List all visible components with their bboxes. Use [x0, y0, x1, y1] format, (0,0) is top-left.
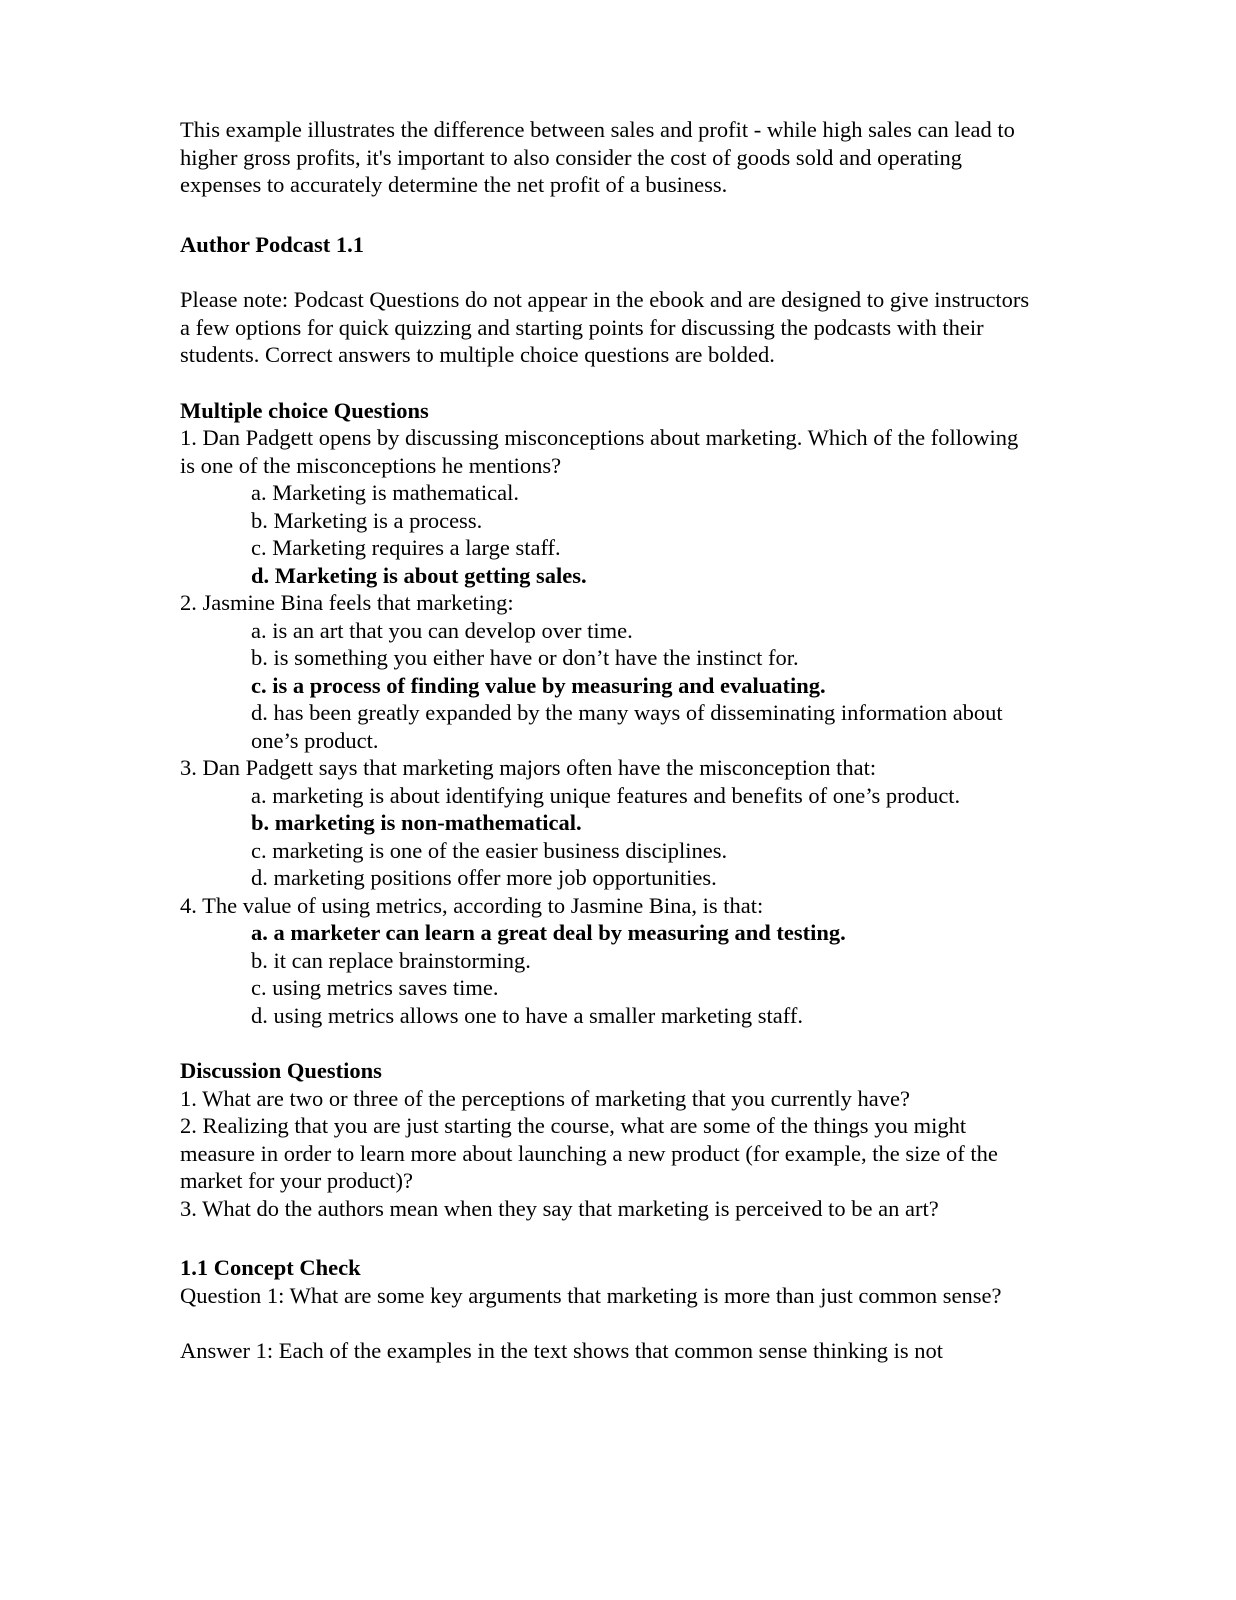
multiple-choice-heading: Multiple choice Questions: [180, 397, 429, 423]
mc-option: a. Marketing is mathematical.: [251, 480, 520, 505]
spacer: [180, 1309, 1030, 1337]
mc-question: [180, 754, 1030, 892]
mc-option: d. using metrics allows one to have a smaller marketing staff.: [251, 1002, 803, 1028]
mc-option-correct: b. marketing is non-mathematical.: [251, 810, 582, 835]
spacer: [180, 258, 1030, 286]
concept-check-question: Question 1: What are some key arguments that marketing is more than just common sense?: [180, 1282, 1002, 1308]
mc-option: c. Marketing requires a large staff.: [251, 535, 561, 560]
discussion-question: 2. Realizing that you are just starting the course, what are some of the things you might measure in order to learn more about launching a new product (for example, the size of the market for your product)?: [180, 1113, 998, 1193]
discussion-question: 1. What are two or three of the perceptions of marketing that you currently have?: [180, 1085, 910, 1111]
mc-option: c. using metrics saves time.: [251, 975, 499, 1000]
mc-option: d. marketing positions offer more job opportunities.: [251, 865, 717, 890]
mc-option: b. Marketing is a process.: [251, 507, 483, 533]
mc-option-correct: d. Marketing is about getting sales.: [251, 562, 587, 588]
mc-option: b. it can replace brainstorming.: [251, 947, 531, 973]
spacer: [180, 199, 1030, 231]
discussion-section: [180, 1057, 1030, 1222]
podcast-note: Please note: Podcast Questions do not appear in the ebook and are designed to give instructors a few options for quick quizzing and starting points for discussing the podcasts with their students. Correct answers to multiple choice questions are bolded.: [180, 287, 1030, 367]
spacer: [180, 1222, 1030, 1254]
mc-question: [180, 589, 1030, 754]
mc-question-text: 1. Dan Padgett opens by discussing misconceptions about marketing. Which of the following is one of the misconceptions he mentions?: [180, 425, 1019, 478]
mc-option-correct: c. is a process of finding value by measuring and evaluating.: [251, 672, 826, 698]
mc-option: a. is an art that you can develop over time.: [251, 617, 633, 643]
mc-option-correct: a. a marketer can learn a great deal by measuring and testing.: [251, 920, 846, 945]
mc-question: [180, 424, 1030, 589]
mc-question-text: 2. Jasmine Bina feels that marketing:: [180, 590, 514, 615]
concept-check-heading: 1.1 Concept Check: [180, 1255, 361, 1280]
spacer: [180, 1029, 1030, 1057]
concept-check-answer: Answer 1: Each of the examples in the text shows that common sense thinking is not: [180, 1338, 943, 1363]
spacer: [180, 369, 1030, 397]
mc-option: c. marketing is one of the easier business disciplines.: [251, 837, 728, 863]
podcast-heading: Author Podcast 1.1: [180, 231, 364, 257]
concept-check-section: [180, 1254, 1030, 1365]
mc-question-text: 4. The value of using metrics, according to Jasmine Bina, is that:: [180, 892, 764, 918]
intro-paragraph: This example illustrates the difference between sales and profit - while high sales can lead to higher gross profits, it's important to also consider the cost of goods sold and operating expenses to accurately determine the net profit of a business.: [180, 117, 1015, 197]
multiple-choice-section: [180, 397, 1030, 1030]
mc-question-text: 3. Dan Padgett says that marketing majors often have the misconception that:: [180, 755, 877, 780]
mc-option: d. has been greatly expanded by the many ways of disseminating information about one’s product.: [251, 700, 1003, 753]
discussion-heading: Discussion Questions: [180, 1058, 382, 1083]
discussion-question: 3. What do the authors mean when they say that marketing is perceived to be an art?: [180, 1195, 939, 1221]
document-page: [180, 116, 1030, 1365]
mc-option: b. is something you either have or don’t have the instinct for.: [251, 645, 799, 670]
mc-option: a. marketing is about identifying unique features and benefits of one’s product.: [251, 782, 961, 808]
mc-question: [180, 892, 1030, 1030]
